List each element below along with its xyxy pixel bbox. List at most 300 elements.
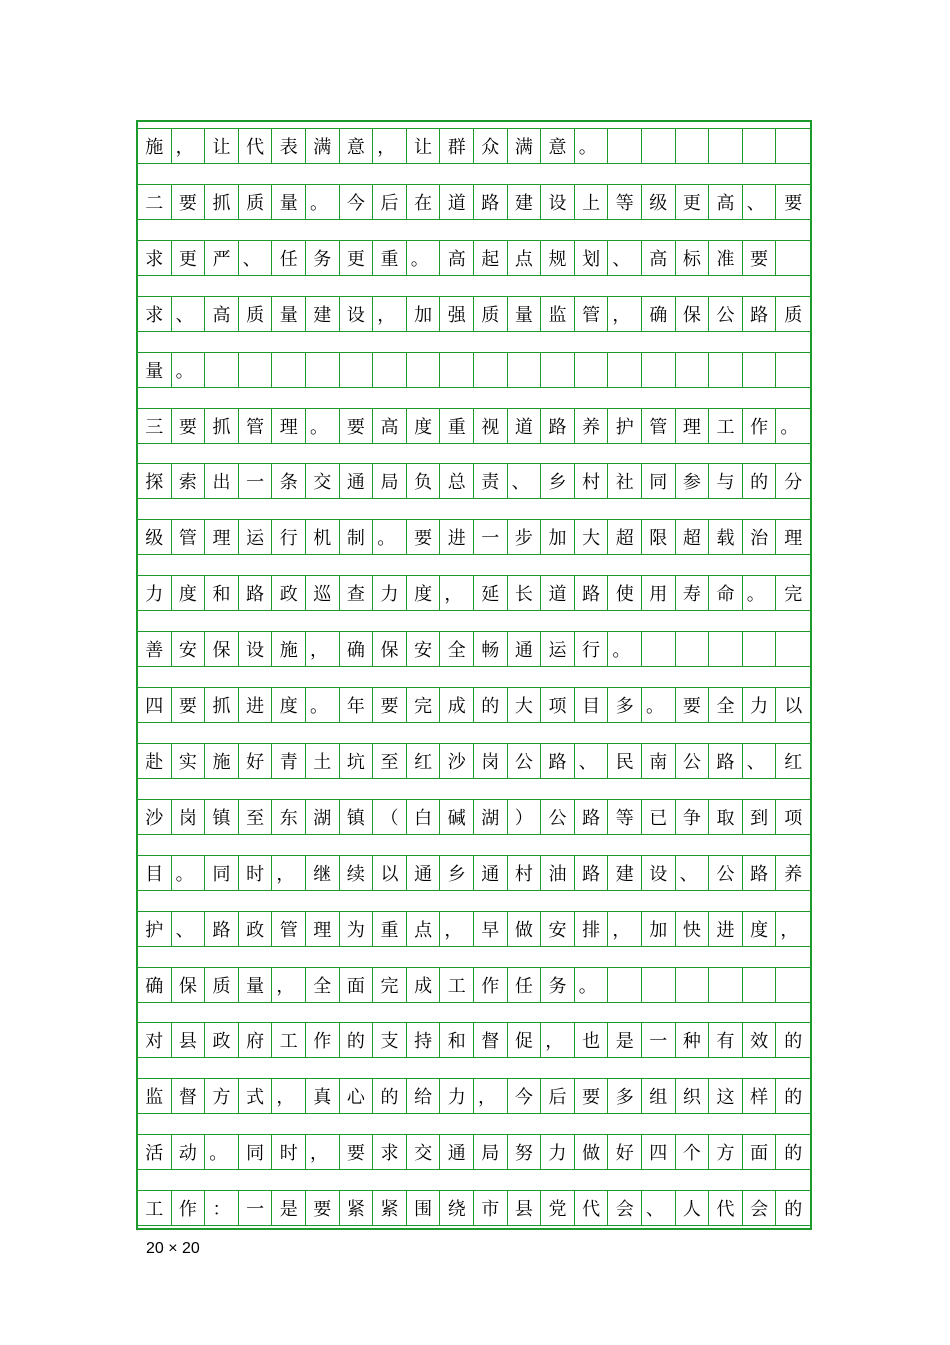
grid-cell: 镇 xyxy=(205,800,239,834)
grid-cell: 和 xyxy=(205,576,239,610)
grid-cell: 道 xyxy=(541,576,575,610)
grid-cell: 会 xyxy=(608,1191,642,1225)
grid-cell: 、 xyxy=(239,241,273,275)
grid-cell: 条 xyxy=(272,464,306,498)
grid-cell: 为 xyxy=(340,912,374,946)
grid-cell: 作 xyxy=(172,1191,206,1225)
grid-cell: 使 xyxy=(608,576,642,610)
grid-cell: 一 xyxy=(239,464,273,498)
grid-cell: 满 xyxy=(306,129,340,163)
grid-row xyxy=(138,296,810,332)
grid-cell xyxy=(541,353,575,387)
grid-cell: 成 xyxy=(440,688,474,722)
grid-cell: 到 xyxy=(743,800,777,834)
grid-cell: 。 xyxy=(306,688,340,722)
grid-cell: 式 xyxy=(239,1079,273,1113)
grid-cell: 建 xyxy=(306,297,340,331)
grid-cell: 保 xyxy=(373,632,407,666)
grid-cell: 目 xyxy=(138,856,172,890)
grid-cell: 参 xyxy=(676,464,710,498)
grid-cell: 工 xyxy=(440,968,474,1002)
grid-cell: 一 xyxy=(642,1023,676,1057)
grid-cell xyxy=(776,129,810,163)
grid-cell: 三 xyxy=(138,409,172,443)
grid-cell: 取 xyxy=(709,800,743,834)
grid-cell: 民 xyxy=(608,744,642,778)
grid-cell: 续 xyxy=(340,856,374,890)
grid-cell: 乡 xyxy=(440,856,474,890)
grid-row xyxy=(138,799,810,835)
grid-cell: 管 xyxy=(575,297,609,331)
grid-cell: 的 xyxy=(743,464,777,498)
grid-cell: 查 xyxy=(340,576,374,610)
grid-cell: 施 xyxy=(272,632,306,666)
grid-cell: ， xyxy=(373,129,407,163)
grid-cell: 今 xyxy=(340,185,374,219)
grid-cell: 、 xyxy=(743,744,777,778)
grid-cell: 给 xyxy=(407,1079,441,1113)
grid-cell xyxy=(709,353,743,387)
grid-cell: 强 xyxy=(440,297,474,331)
grid-cell: 质 xyxy=(239,297,273,331)
grid-cell: 二 xyxy=(138,185,172,219)
grid-cell: 要 xyxy=(172,185,206,219)
grid-cell: 探 xyxy=(138,464,172,498)
grid-row xyxy=(138,128,810,164)
grid-cell: 年 xyxy=(340,688,374,722)
grid-cell: 围 xyxy=(407,1191,441,1225)
grid-cell: 以 xyxy=(784,696,803,717)
grid-cell: 度 xyxy=(172,576,206,610)
grid-cell: 持 xyxy=(407,1023,441,1057)
grid-cell: 人 xyxy=(676,1191,710,1225)
grid-cell: 通 xyxy=(508,632,542,666)
grid-cell: 要 xyxy=(172,688,206,722)
grid-cell: 等 xyxy=(608,800,642,834)
grid-cell: 。 xyxy=(205,1135,239,1169)
grid-cell: 度 xyxy=(407,576,441,610)
grid-cell: ， xyxy=(474,1079,508,1113)
grid-cell: 坑 xyxy=(340,744,374,778)
grid-cell: 步 xyxy=(508,520,542,554)
grid-cell: ， xyxy=(440,576,474,610)
grid-cell xyxy=(608,353,642,387)
grid-cell: 理 xyxy=(306,912,340,946)
grid-cell: 要 xyxy=(340,409,374,443)
grid-cell: 同 xyxy=(642,464,676,498)
grid-cell: 的 xyxy=(373,1079,407,1113)
grid-cell: ： xyxy=(205,1191,239,1225)
grid-cell: 护 xyxy=(138,912,172,946)
grid-cell xyxy=(508,353,542,387)
grid-cell: 会 xyxy=(743,1191,777,1225)
grid-cell: 建 xyxy=(508,185,542,219)
grid-cell: 完 xyxy=(373,968,407,1002)
grid-cell: 一 xyxy=(239,1191,273,1225)
grid-row xyxy=(138,575,810,611)
grid-cell: 加 xyxy=(642,912,676,946)
grid-cell: 准 xyxy=(709,241,743,275)
grid-cell: 公 xyxy=(709,856,743,890)
grid-cell: 重 xyxy=(373,241,407,275)
grid-cell xyxy=(676,632,710,666)
grid-cell: 量 xyxy=(508,297,542,331)
grid-cell: 满 xyxy=(508,129,542,163)
grid-cell: 活 xyxy=(138,1135,172,1169)
grid-cell: 点 xyxy=(407,912,441,946)
grid-cell: 管 xyxy=(239,409,273,443)
grid-cell: 村 xyxy=(508,856,542,890)
grid-cell: 抓 xyxy=(205,409,239,443)
grid-cell: 。 xyxy=(172,856,206,890)
grid-cell xyxy=(642,129,676,163)
grid-cell xyxy=(440,353,474,387)
grid-row xyxy=(138,855,810,891)
grid-cell: 超 xyxy=(608,520,642,554)
grid-cell: 镇 xyxy=(340,800,374,834)
grid-cell: 要 xyxy=(784,192,803,214)
grid-row xyxy=(138,967,810,1003)
grid-cell: 。 xyxy=(743,576,777,610)
grid-cell: 好 xyxy=(239,744,273,778)
grid-row xyxy=(138,184,810,220)
grid-cell: 织 xyxy=(676,1079,710,1113)
grid-cell: 时 xyxy=(239,856,273,890)
grid-cell: 督 xyxy=(172,1079,206,1113)
grid-cell: 赴 xyxy=(138,744,172,778)
grid-cell: 至 xyxy=(373,744,407,778)
grid-cell xyxy=(373,353,407,387)
grid-cell: 设 xyxy=(541,185,575,219)
grid-row xyxy=(138,631,810,667)
grid-cell xyxy=(642,632,676,666)
grid-cell: 监 xyxy=(541,297,575,331)
grid-cell: 全 xyxy=(440,632,474,666)
grid-cell: 路 xyxy=(743,856,777,890)
grid-cell: 个 xyxy=(676,1135,710,1169)
grid-cell: 紧 xyxy=(340,1191,374,1225)
grid-cell: 设 xyxy=(239,632,273,666)
grid-cell: 命 xyxy=(709,576,743,610)
grid-cell: 路 xyxy=(541,744,575,778)
grid-cell: 进 xyxy=(440,520,474,554)
grid-cell: 。 xyxy=(306,185,340,219)
grid-cell: 求 xyxy=(138,241,172,275)
grid-cell: 路 xyxy=(575,800,609,834)
grid-cell: 负 xyxy=(407,464,441,498)
grid-cell xyxy=(407,353,441,387)
grid-cell: 样 xyxy=(743,1079,777,1113)
grid-cell: 延 xyxy=(474,576,508,610)
grid-cell: ， xyxy=(306,1135,340,1169)
grid-cell: 真 xyxy=(306,1079,340,1113)
grid-cell: 紧 xyxy=(373,1191,407,1225)
grid-cell: 要 xyxy=(373,688,407,722)
grid-cell: 青 xyxy=(272,744,306,778)
grid-cell: 进 xyxy=(239,688,273,722)
grid-cell: ， xyxy=(306,632,340,666)
grid-cell: 后 xyxy=(373,185,407,219)
grid-cell xyxy=(239,353,273,387)
grid-cell: 公 xyxy=(508,744,542,778)
grid-cell: 任 xyxy=(272,241,306,275)
grid-cell: 市 xyxy=(474,1191,508,1225)
grid-cell: 政 xyxy=(239,912,273,946)
grid-cell: （ xyxy=(373,800,407,834)
grid-cell xyxy=(776,968,810,1002)
grid-cell: 责 xyxy=(474,464,508,498)
grid-cell: 施 xyxy=(138,129,172,163)
grid-cell: 通 xyxy=(474,856,508,890)
grid-cell: 求 xyxy=(138,297,172,331)
grid-row xyxy=(138,352,810,388)
grid-cell: 力 xyxy=(138,576,172,610)
grid-cell: 目 xyxy=(575,688,609,722)
grid-cell: 碱 xyxy=(440,800,474,834)
grid-cell: 通 xyxy=(340,464,374,498)
grid-cell: 加 xyxy=(541,520,575,554)
grid-cell: 路 xyxy=(205,912,239,946)
grid-cell: 好 xyxy=(608,1135,642,1169)
grid-cell: 项 xyxy=(541,688,575,722)
grid-cell: 代 xyxy=(709,1191,743,1225)
grid-cell: 管 xyxy=(172,520,206,554)
grid-cell: 是 xyxy=(272,1191,306,1225)
grid-cell: 量 xyxy=(272,297,306,331)
grid-cell: 项 xyxy=(784,807,803,829)
grid-cell: 运 xyxy=(541,632,575,666)
grid-cell: 、 xyxy=(508,464,542,498)
grid-cell: 。 xyxy=(575,968,609,1002)
grid-cell: 要 xyxy=(743,241,777,275)
grid-cell: 至 xyxy=(239,800,273,834)
grid-cell xyxy=(776,632,810,666)
grid-cell xyxy=(776,353,810,387)
grid-row xyxy=(138,743,810,779)
grid-cell: 超 xyxy=(676,520,710,554)
grid-cell: 重 xyxy=(373,912,407,946)
grid-cell: 量 xyxy=(239,968,273,1002)
grid-cell: 大 xyxy=(575,520,609,554)
grid-cell: ， xyxy=(541,1023,575,1057)
grid-cell xyxy=(676,129,710,163)
grid-row xyxy=(138,687,810,723)
grid-cell: 设 xyxy=(642,856,676,890)
grid-cell: 重 xyxy=(440,409,474,443)
grid-cell: 质 xyxy=(784,304,803,326)
grid-cell: 行 xyxy=(272,520,306,554)
grid-cell: 巡 xyxy=(306,576,340,610)
grid-cell: 作 xyxy=(474,968,508,1002)
grid-cell xyxy=(474,353,508,387)
grid-cell: 的 xyxy=(474,688,508,722)
grid-cell xyxy=(743,129,777,163)
grid-cell: 任 xyxy=(508,968,542,1002)
grid-cell: ， xyxy=(373,297,407,331)
grid-cell: 今 xyxy=(508,1079,542,1113)
grid-cell: 上 xyxy=(575,185,609,219)
grid-cell: 点 xyxy=(508,241,542,275)
grid-cell: 高 xyxy=(205,297,239,331)
grid-cell: 完 xyxy=(784,584,803,606)
grid-cell: 制 xyxy=(340,520,374,554)
grid-cell xyxy=(205,353,239,387)
grid-row xyxy=(138,1190,810,1226)
grid-cell: 群 xyxy=(440,129,474,163)
grid-cell: 抓 xyxy=(205,185,239,219)
grid-cell: 东 xyxy=(272,800,306,834)
grid-cell: 级 xyxy=(138,520,172,554)
grid-cell: 油 xyxy=(541,856,575,890)
grid-cell: 作 xyxy=(306,1023,340,1057)
grid-row xyxy=(138,1134,810,1170)
grid-cell: 是 xyxy=(608,1023,642,1057)
grid-row xyxy=(138,240,810,276)
grid-cell xyxy=(676,353,710,387)
grid-cell xyxy=(743,353,777,387)
grid-cell: 同 xyxy=(239,1135,273,1169)
grid-cell: 交 xyxy=(306,464,340,498)
grid-cell: 时 xyxy=(272,1135,306,1169)
grid-cell: 通 xyxy=(440,1135,474,1169)
grid-cell: 成 xyxy=(407,968,441,1002)
grid-cell: 湖 xyxy=(474,800,508,834)
grid-cell: 交 xyxy=(407,1135,441,1169)
grid-cell: 政 xyxy=(205,1023,239,1057)
grid-cell: 管 xyxy=(272,912,306,946)
grid-cell: 红 xyxy=(407,744,441,778)
grid-cell: 县 xyxy=(172,1023,206,1057)
grid-cell: 进 xyxy=(709,912,743,946)
grid-cell: 沙 xyxy=(440,744,474,778)
grid-cell: 全 xyxy=(306,968,340,1002)
grid-cell: 的 xyxy=(340,1023,374,1057)
grid-cell: ， xyxy=(172,129,206,163)
grid-cell: 、 xyxy=(642,1191,676,1225)
grid-cell xyxy=(272,353,306,387)
grid-cell: 与 xyxy=(709,464,743,498)
grid-cell xyxy=(608,968,642,1002)
grid-cell: 种 xyxy=(676,1023,710,1057)
grid-cell: 路 xyxy=(239,576,273,610)
grid-cell: 更 xyxy=(340,241,374,275)
grid-cell: 务 xyxy=(306,241,340,275)
grid-cell: 要 xyxy=(407,520,441,554)
grid-cell: 组 xyxy=(642,1079,676,1113)
grid-cell: 高 xyxy=(373,409,407,443)
manuscript-grid xyxy=(136,120,812,1230)
grid-cell: 道 xyxy=(508,409,542,443)
grid-cell: 力 xyxy=(373,576,407,610)
grid-cell: 让 xyxy=(205,129,239,163)
grid-cell: 确 xyxy=(642,297,676,331)
grid-cell xyxy=(776,241,810,275)
grid-cell: 多 xyxy=(608,1079,642,1113)
grid-cell: 排 xyxy=(575,912,609,946)
grid-cell: ， xyxy=(608,297,642,331)
grid-cell: 效 xyxy=(743,1023,777,1057)
grid-cell: ， xyxy=(608,912,642,946)
grid-cell: 行 xyxy=(575,632,609,666)
grid-cell: 努 xyxy=(508,1135,542,1169)
grid-cell: 岗 xyxy=(474,744,508,778)
grid-cell: 建 xyxy=(608,856,642,890)
grid-cell: 标 xyxy=(676,241,710,275)
grid-cell: 确 xyxy=(340,632,374,666)
grid-cell: 、 xyxy=(743,185,777,219)
grid-cell: 更 xyxy=(172,241,206,275)
grid-cell: 要 xyxy=(306,1191,340,1225)
grid-cell: 路 xyxy=(575,576,609,610)
grid-cell: 、 xyxy=(172,297,206,331)
grid-cell: 养 xyxy=(784,863,803,885)
grid-cell: 限 xyxy=(642,520,676,554)
grid-cell: 护 xyxy=(608,409,642,443)
grid-cell: 路 xyxy=(743,297,777,331)
grid-cell: 分 xyxy=(784,472,803,494)
grid-cell: 促 xyxy=(508,1023,542,1057)
grid-cell xyxy=(676,968,710,1002)
grid-cell: 这 xyxy=(709,1079,743,1113)
grid-cell: 力 xyxy=(743,688,777,722)
grid-cell: 度 xyxy=(407,409,441,443)
grid-cell: 做 xyxy=(508,912,542,946)
grid-cell: 心 xyxy=(340,1079,374,1113)
grid-cell: 高 xyxy=(709,185,743,219)
grid-cell: 治 xyxy=(743,520,777,554)
grid-cell: 方 xyxy=(205,1079,239,1113)
grid-cell: 安 xyxy=(407,632,441,666)
grid-cell: 长 xyxy=(508,576,542,610)
grid-cell xyxy=(608,129,642,163)
grid-cell: 。 xyxy=(407,241,441,275)
grid-cell xyxy=(743,632,777,666)
grid-cell: 路 xyxy=(575,856,609,890)
grid-cell: 多 xyxy=(608,688,642,722)
grid-cell xyxy=(575,353,609,387)
grid-cell: 公 xyxy=(676,744,710,778)
grid-cell: 对 xyxy=(138,1023,172,1057)
grid-cell: 、 xyxy=(608,241,642,275)
grid-cell: ， xyxy=(272,856,306,890)
grid-cell: 畅 xyxy=(474,632,508,666)
grid-cell: 。 xyxy=(780,416,799,438)
grid-cell: 。 xyxy=(306,409,340,443)
grid-cell: 公 xyxy=(709,297,743,331)
grid-cell: 度 xyxy=(272,688,306,722)
grid-cell: ， xyxy=(780,919,799,941)
grid-cell xyxy=(709,632,743,666)
grid-cell: 施 xyxy=(205,744,239,778)
grid-cell: 确 xyxy=(138,968,172,1002)
grid-row xyxy=(138,1022,810,1058)
grid-cell: 村 xyxy=(575,464,609,498)
grid-cell: 后 xyxy=(541,1079,575,1113)
grid-cell: 通 xyxy=(407,856,441,890)
grid-cell: 。 xyxy=(575,129,609,163)
grid-cell: 的 xyxy=(784,1087,803,1109)
grid-cell: 质 xyxy=(205,968,239,1002)
grid-row xyxy=(138,519,810,555)
grid-cell: 做 xyxy=(575,1135,609,1169)
grid-cell: 意 xyxy=(340,129,374,163)
grid-cell: 早 xyxy=(474,912,508,946)
grid-cell: 要 xyxy=(340,1135,374,1169)
grid-cell: 规 xyxy=(541,241,575,275)
grid-cell: 乡 xyxy=(541,464,575,498)
grid-cell: 代 xyxy=(239,129,273,163)
grid-cell: 高 xyxy=(642,241,676,275)
